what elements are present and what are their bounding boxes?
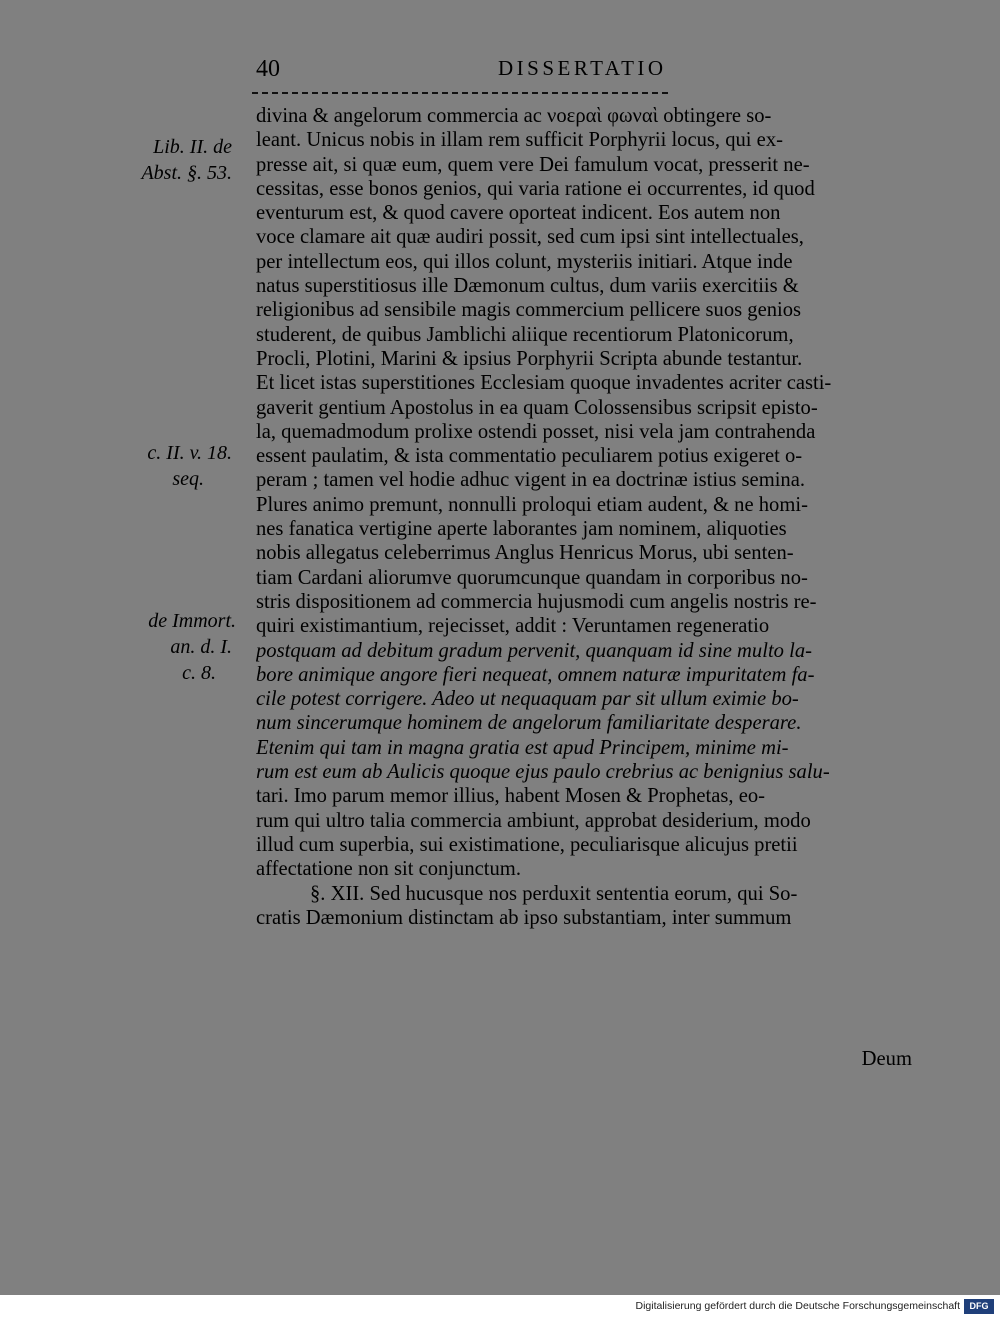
catchword: Deum	[861, 1048, 912, 1070]
text-line: quiri existimantium, rejecisset, addit : Veruntamen regeneratio	[256, 615, 770, 638]
text-line: cile potest corrigere. Adeo ut nequaquam par sit ullum eximie bo-	[256, 688, 799, 711]
text-line: tiam Cardani aliorumve quorumcunque quandam in corporibus no-	[256, 566, 808, 589]
text-line: divina & angelorum commercia ac νοεραὶ φωναὶ obtingere so-	[256, 105, 772, 127]
page-number: 40	[256, 56, 280, 82]
text-line: affectatione non sit conjunctum.	[256, 858, 521, 881]
text-line: presse ait, si quæ eum, quem vere Dei famulum vocat, presserit ne-	[256, 153, 810, 176]
text-line: per intellectum eos, qui illos colunt, mysteriis initiari. Atque inde	[256, 250, 793, 273]
margin-note: c. II. v. 18.	[147, 442, 232, 464]
text-line: eventurum est, & quod cavere oporteat indicent. Eos autem non	[256, 202, 781, 225]
funding-credit: Digitalisierung gefördert durch die Deutsche Forschungsgemeinschaft	[635, 1300, 960, 1312]
section-heading-line: §. XII. Sed hucusque nos perduxit sententia eorum, qui So-	[310, 882, 798, 905]
text-line: Plures animo premunt, nonnulli proloqui etiam audent, & ne homi-	[256, 493, 808, 516]
margin-note: an. d. I.	[170, 636, 232, 658]
margin-note: Lib. II. de	[153, 136, 232, 158]
digitization-footer	[0, 1295, 1000, 1319]
text-line: peram ; tamen vel hodie adhuc vigent in ea doctrinæ istius semina.	[256, 469, 806, 492]
margin-note: c. 8.	[182, 662, 216, 684]
text-line: cessitas, esse bonos genios, qui varia ratione ei occurrentes, id quod	[256, 177, 815, 200]
text-line: gaverit gentium Apostolus in ea quam Colossensibus scripsit episto-	[256, 396, 818, 419]
margin-note: Abst. §. 53.	[141, 162, 232, 184]
text-line: stris dispositionem ad commercia hujusmodi cum angelis nostris re-	[256, 590, 817, 613]
text-line: illud cum superbia, sui existimatione, peculiarisque alicujus pretii	[256, 833, 798, 856]
text-line: religionibus ad sensibile magis commercium pellicere suos genios	[256, 299, 802, 322]
margin-note: seq.	[172, 468, 204, 490]
text-line: Et licet istas superstitiones Ecclesiam quoque invadentes acriter casti-	[256, 372, 832, 395]
text-line: num sincerumque hominem de angelorum familiaritate desperare.	[256, 712, 802, 735]
text-line: rum est eum ab Aulicis quoque ejus paulo crebrius ac benignius salu-	[256, 761, 830, 784]
text-line: tari. Imo parum memor illius, habent Mosen & Prophetas, eo-	[256, 785, 766, 808]
header-rule	[252, 92, 668, 94]
text-line: essent paulatim, & ista commentatio peculiarem potius exigeret o-	[256, 445, 803, 468]
text-line: studerent, de quibus Jamblichi aliique recentiorum Platonicorum,	[256, 323, 794, 346]
text-line: nes fanatica vertigine aperte laborantes jam nominem, aliquoties	[256, 518, 787, 541]
text-line: bore animique angore fieri nequeat, omnem naturæ impuritatem fa-	[256, 663, 815, 686]
text-line: Etenim qui tam in magna gratia est apud Principem, minime mi-	[256, 736, 789, 759]
dfg-logo-icon[interactable]: DFG	[964, 1299, 994, 1314]
body-text	[256, 104, 916, 930]
text-line: rum qui ultro talia commercia ambiunt, approbat desiderium, modo	[256, 809, 811, 832]
text-line: nobis allegatus celeberrimus Anglus Henricus Morus, ubi senten-	[256, 542, 794, 565]
margin-note: de Immort.	[148, 610, 236, 632]
text-line: la, quemadmodum prolixe ostendi posset, nisi vela jam contrahenda	[256, 420, 816, 443]
text-line: Procli, Plotini, Marini & ipsius Porphyrii Scripta abunde testantur.	[256, 347, 803, 370]
text-line: postquam ad debitum gradum pervenit, quanquam id sine multo la-	[256, 639, 812, 662]
page-header	[250, 56, 670, 90]
text-line: leant. Unicus nobis in illam rem sufficit Porphyrii locus, qui ex-	[256, 129, 783, 152]
text-line: cratis Dæmonium distinctam ab ipso substantiam, inter summum	[256, 906, 792, 929]
text-line: voce clamare ait quæ audiri possit, sed cum ipsi sint intellectuales,	[256, 226, 804, 249]
running-title: DISSERTATIO	[498, 56, 667, 80]
text-line: natus superstitiosus ille Dæmonum cultus, dum variis exercitiis &	[256, 275, 799, 298]
